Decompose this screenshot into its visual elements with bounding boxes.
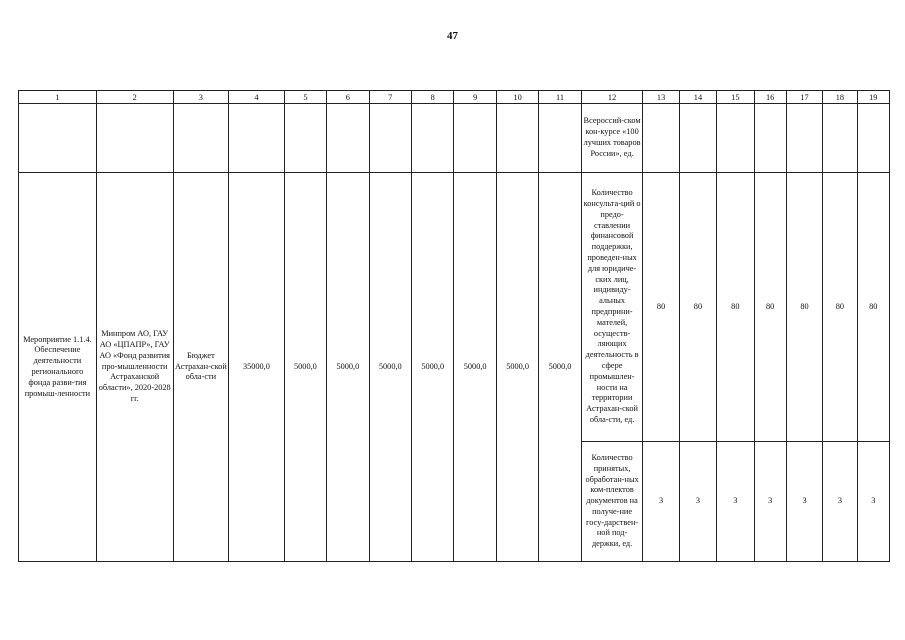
- indicator-cell: Количество консульта-ций о предо-ставлении финансовой поддержки, проведен-ных для юридиче-ских лиц, индивиду-альных предприни-мателей, осуществ-ляющих деятельность в сфере промышлен-ности на территории Астрахан-ской обла-сти, ед.: [581, 173, 643, 442]
- column-number: 4: [229, 91, 285, 104]
- target-value-cell: 3: [754, 442, 786, 562]
- column-number: 2: [96, 91, 173, 104]
- page-number: 47: [447, 30, 458, 42]
- indicator-cell: Всероссий-ском кон-курсе «100 лучших товаров России», ед.: [581, 104, 643, 173]
- amount-cell: 5000,0: [412, 173, 454, 562]
- continued-row: [19, 104, 890, 173]
- target-value-cell: 3: [823, 442, 857, 562]
- target-value-cell: 3: [679, 442, 716, 562]
- amount-cell: 5000,0: [284, 173, 326, 562]
- target-value-cell: 3: [717, 442, 754, 562]
- target-value-cell: 80: [717, 173, 754, 442]
- amount-cell: 5000,0: [539, 173, 581, 562]
- column-number: 15: [717, 91, 754, 104]
- amount-cell: 5000,0: [369, 173, 411, 562]
- amount-cell: 5000,0: [496, 173, 538, 562]
- amount-cell: 5000,0: [454, 173, 496, 562]
- measure-row: [19, 173, 890, 442]
- column-number: 19: [857, 91, 889, 104]
- column-number: 12: [581, 91, 643, 104]
- target-value-cell: 80: [823, 173, 857, 442]
- target-value-cell: 80: [679, 173, 716, 442]
- target-value-cell: 3: [857, 442, 889, 562]
- amount-total-cell: 35000,0: [229, 173, 285, 562]
- column-number: 3: [173, 91, 229, 104]
- indicator-cell: Количество принятых, обработан-ных ком-плектов документов на получе-ние госу-дарствен-ной под-держки, ед.: [581, 442, 643, 562]
- column-number: 10: [496, 91, 538, 104]
- column-number: 1: [19, 91, 97, 104]
- column-number: 5: [284, 91, 326, 104]
- column-number: 17: [786, 91, 822, 104]
- target-value-cell: 80: [754, 173, 786, 442]
- amount-cell: 5000,0: [327, 173, 369, 562]
- target-value-cell: 80: [786, 173, 822, 442]
- column-number: 14: [679, 91, 716, 104]
- column-number: 7: [369, 91, 411, 104]
- target-value-cell: 80: [857, 173, 889, 442]
- column-number: 16: [754, 91, 786, 104]
- target-value-cell: 3: [643, 442, 679, 562]
- program-table: [18, 90, 890, 562]
- column-number-row: [19, 91, 890, 104]
- column-number: 13: [643, 91, 679, 104]
- target-value-cell: 80: [643, 173, 679, 442]
- column-number: 6: [327, 91, 369, 104]
- column-number: 9: [454, 91, 496, 104]
- column-number: 11: [539, 91, 581, 104]
- column-number: 8: [412, 91, 454, 104]
- executor-cell: Минпром АО, ГАУ АО «ЦПАПР», ГАУ АО «Фонд развития про-мышленности Астраханской области», 2020-2028 гг.: [96, 173, 173, 562]
- funding-source-cell: Бюджет Астрахан-ской обла-сти: [173, 173, 229, 562]
- column-number: 18: [823, 91, 857, 104]
- target-value-cell: 3: [786, 442, 822, 562]
- measure-name-cell: Мероприятие 1.1.4. Обеспечение деятельности регионального фонда разви-тия промыш-ленности: [19, 173, 97, 562]
